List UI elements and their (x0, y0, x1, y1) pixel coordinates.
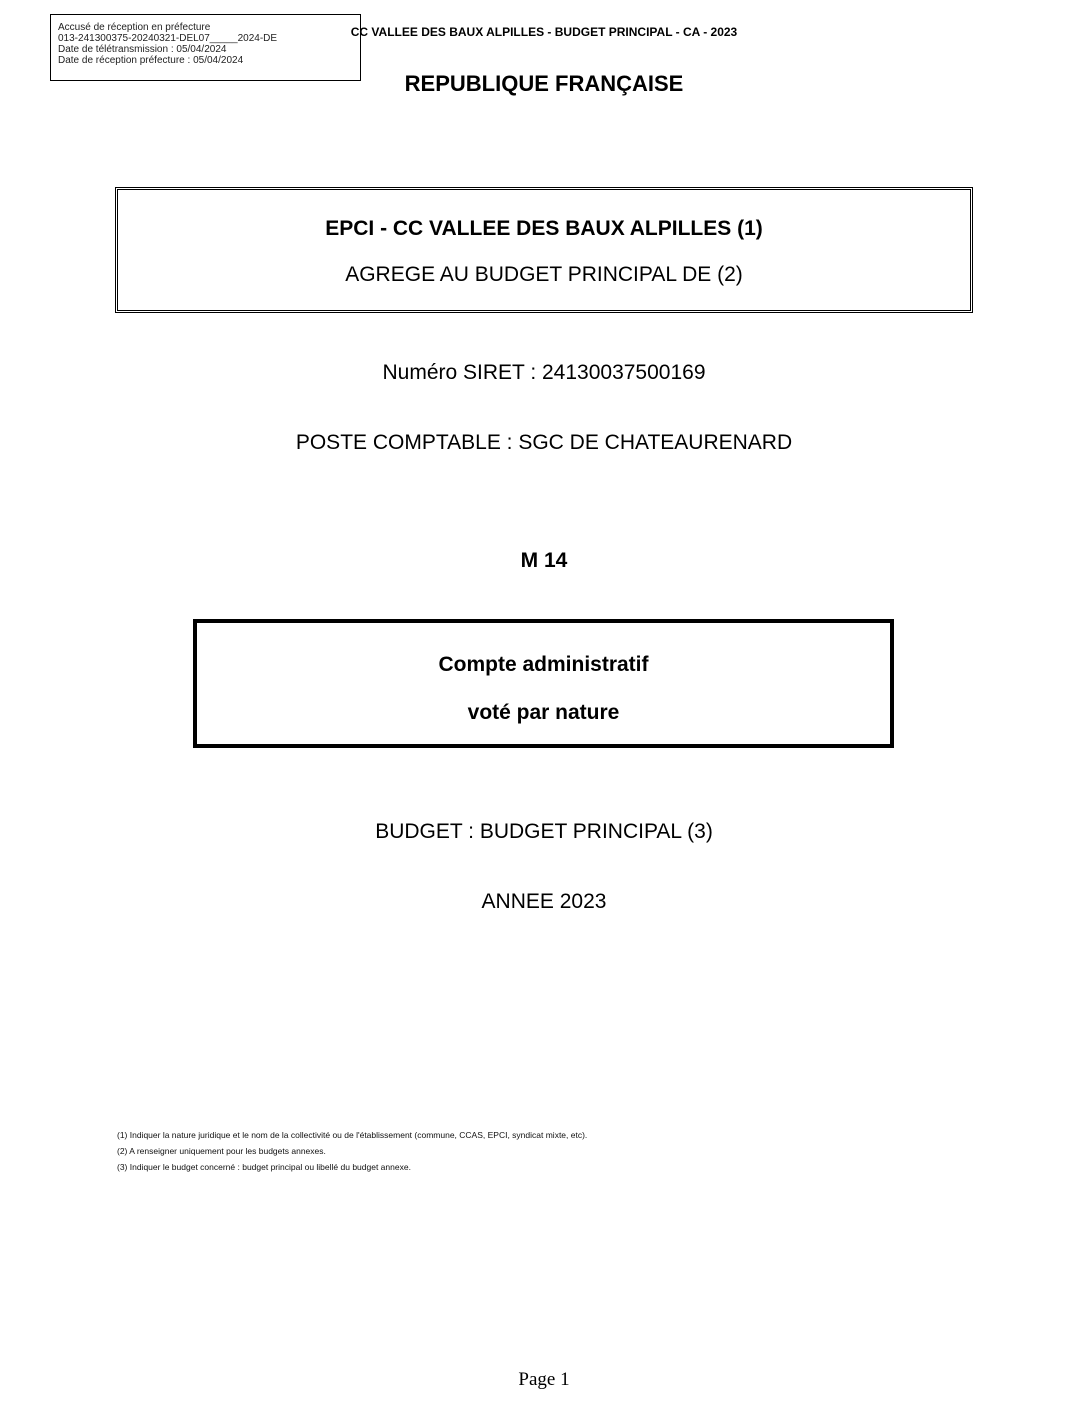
budget-label: BUDGET : BUDGET PRINCIPAL (3) (375, 820, 713, 843)
footnote: (1) Indiquer la nature juridique et le nom de la collectivité ou de l'établissement (commune, CCAS, EPCI, syndicat mixte, etc). (117, 1130, 588, 1140)
stamp-line: Accusé de réception en préfecture (58, 22, 211, 33)
footnotes (117, 1127, 587, 1175)
siret-number: Numéro SIRET : 24130037500169 (382, 361, 706, 384)
page-number: Page 1 (518, 1369, 570, 1390)
footnote: (3) Indiquer le budget concerné : budget principal ou libellé du budget annexe. (117, 1162, 411, 1172)
compte-administratif-box (193, 619, 894, 748)
poste-comptable: POSTE COMPTABLE : SGC DE CHATEAURENARD (295, 431, 793, 454)
compte-subtitle: voté par nature (467, 701, 620, 724)
header-title-text: CC VALLEE DES BAUX ALPILLES - BUDGET PRINCIPAL - CA - 2023 (350, 25, 738, 39)
stamp-line: 013-241300375-20240321-DEL07_____2024-DE (58, 33, 278, 44)
nomenclature-label: M 14 (520, 549, 568, 572)
document-header-title (0, 25, 1088, 39)
entity-aggregation: AGREGE AU BUDGET PRINCIPAL DE (2) (345, 263, 743, 286)
year-label: ANNEE 2023 (481, 890, 607, 913)
stamp-line: Date de télétransmission : 05/04/2024 (58, 44, 227, 55)
republic-heading: REPUBLIQUE FRANÇAISE (404, 71, 684, 96)
compte-title: Compte administratif (438, 653, 649, 676)
stamp-line: Date de réception préfecture : 05/04/2024 (58, 55, 244, 66)
entity-box (115, 187, 973, 313)
footnote: (2) A renseigner uniquement pour les budgets annexes. (117, 1146, 326, 1156)
entity-name: EPCI - CC VALLEE DES BAUX ALPILLES (1) (325, 217, 763, 240)
